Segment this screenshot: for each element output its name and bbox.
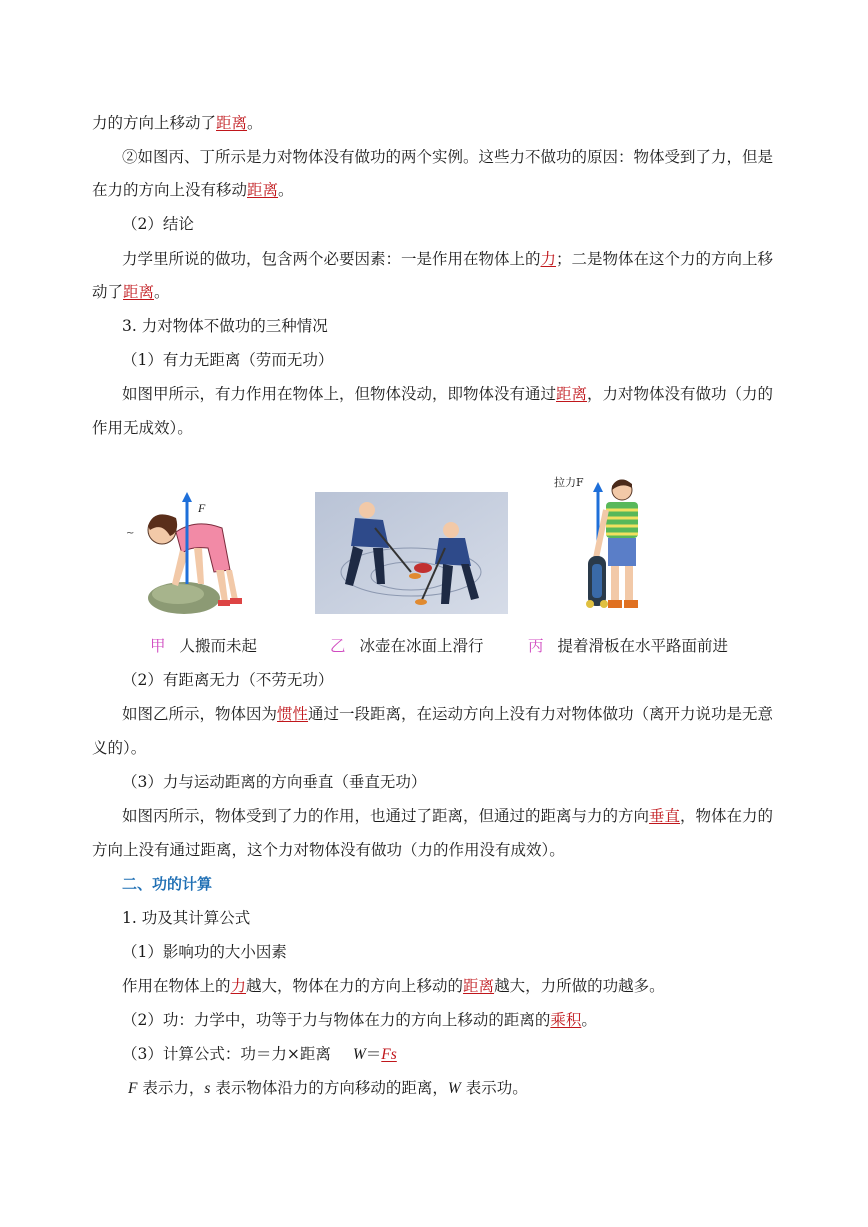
text-line [122,1010,597,1030]
answer-blank: 距离 [463,977,495,995]
formula-symbol: W [447,1080,461,1097]
formula-symbol: s [204,1080,211,1097]
text-line [92,282,170,302]
text: 力学里所说的做功，包含两个必要因素：一是作用在物体上的 [122,250,541,268]
text: 表示力， [137,1079,205,1097]
caption-text: 冰壶在冰面上滑行 [359,637,484,655]
subheading: 1. 功及其计算公式 [122,909,251,927]
text: ，物体在力的 [680,807,774,825]
text: （3）计算公式：功＝力×距离 [122,1045,331,1063]
caption-text: 提着滑板在水平路面前进 [557,637,729,655]
subheading: （1）影响功的大小因素 [122,943,287,961]
answer-blank: 乘积 [550,1011,582,1029]
text-line [122,704,773,724]
answer-blank: 力 [540,250,557,268]
text: 如图甲所示，有力作用在物体上，但物体没动，即物体没有通过 [122,385,557,403]
figure-caption-a [150,636,257,656]
answer-blank: Fs [381,1046,397,1063]
text: ，力对物体没有做功（力的 [587,385,774,403]
answer-blank: 垂直 [649,807,681,825]
caption-text: 人搬而未起 [179,637,258,655]
force-label: 拉力F [554,476,584,489]
text-line [122,147,773,167]
text: 力的方向上移动了 [92,114,217,132]
formula-symbol: F [128,1080,138,1097]
answer-blank: 力 [230,977,247,995]
text-line [92,180,294,200]
force-label: F [198,501,206,515]
figure-curling [315,492,508,614]
text: 。 [581,1011,597,1029]
figure-caption-c [528,636,728,656]
text: 如图乙所示，物体因为 [122,705,278,723]
text: 。 [278,181,294,199]
text: 越大，力所做的功越多。 [494,977,665,995]
formula-symbol: ＝ [365,1045,382,1063]
text: 作用在物体上的 [122,977,231,995]
player-b-shape [435,538,471,566]
text-line [122,806,773,826]
subheading: 3. 力对物体不做功的三种情况 [122,317,328,335]
caption-label: 丙 [528,637,544,655]
text-line: 方向上没有通过距离，这个力对物体没有做功（力的作用没有成效）。 [92,841,565,859]
text-line [92,113,263,133]
caption-label: 乙 [330,637,346,655]
text: 动了 [92,283,124,301]
subheading: （1）有力无距离（劳而无功） [122,351,334,369]
figure-lifting-rock [118,488,248,618]
text: 表示物体沿力的方向移动的距离， [210,1079,448,1097]
text-line: 作用无成效）。 [92,419,193,437]
text: 通过一段距离，在运动方向上没有力对物体做功（离开力说功是无意 [308,705,774,723]
figure-carrying-skateboard [548,470,658,620]
shorts-shape [608,538,636,566]
text: 在力的方向上没有移动 [92,181,248,199]
text: 越大，物体在力的方向上移动的 [246,977,464,995]
curling-stone [414,563,432,573]
text: 如图丙所示，物体受到了力的作用，也通过了距离，但通过的距离与力的方向 [122,807,650,825]
text-line [122,976,665,996]
force-arrowhead [182,492,192,502]
figure-caption-b [330,636,484,656]
formula-symbol: W [352,1046,366,1063]
subheading: （2）有距离无力（不劳无功） [122,671,334,689]
answer-blank: 惯性 [277,705,309,723]
text-line [128,1078,528,1099]
caption-label: 甲 [150,637,166,655]
text: 表示功。 [460,1079,528,1097]
text-line [122,249,773,269]
text: ②如图丙、丁所示是力对物体没有做功的两个实例。这些力不做功的原因：物体受到了力，但是 [122,148,774,166]
subheading: （2）结论 [122,215,194,233]
answer-blank: 距离 [247,181,279,199]
player-a-shape [351,518,389,548]
svg-text:~: ~ [126,528,135,539]
formula-line [122,1044,397,1065]
answer-blank: 距离 [123,283,155,301]
text: （2）功：力学中，功等于力与物体在力的方向上移动的距离的 [122,1011,551,1029]
answer-blank: 距离 [216,114,248,132]
answer-blank: 距离 [556,385,588,403]
text: 。 [247,114,263,132]
force-arrowhead [593,482,603,492]
subheading: （3）力与运动距离的方向垂直（垂直无功） [122,773,427,791]
text-line: 义的）。 [92,739,147,757]
section-heading: 二、功的计算 [122,875,213,893]
text-line [122,384,773,404]
text: 。 [154,283,170,301]
text: ；二是物体在这个力的方向上移 [556,250,774,268]
